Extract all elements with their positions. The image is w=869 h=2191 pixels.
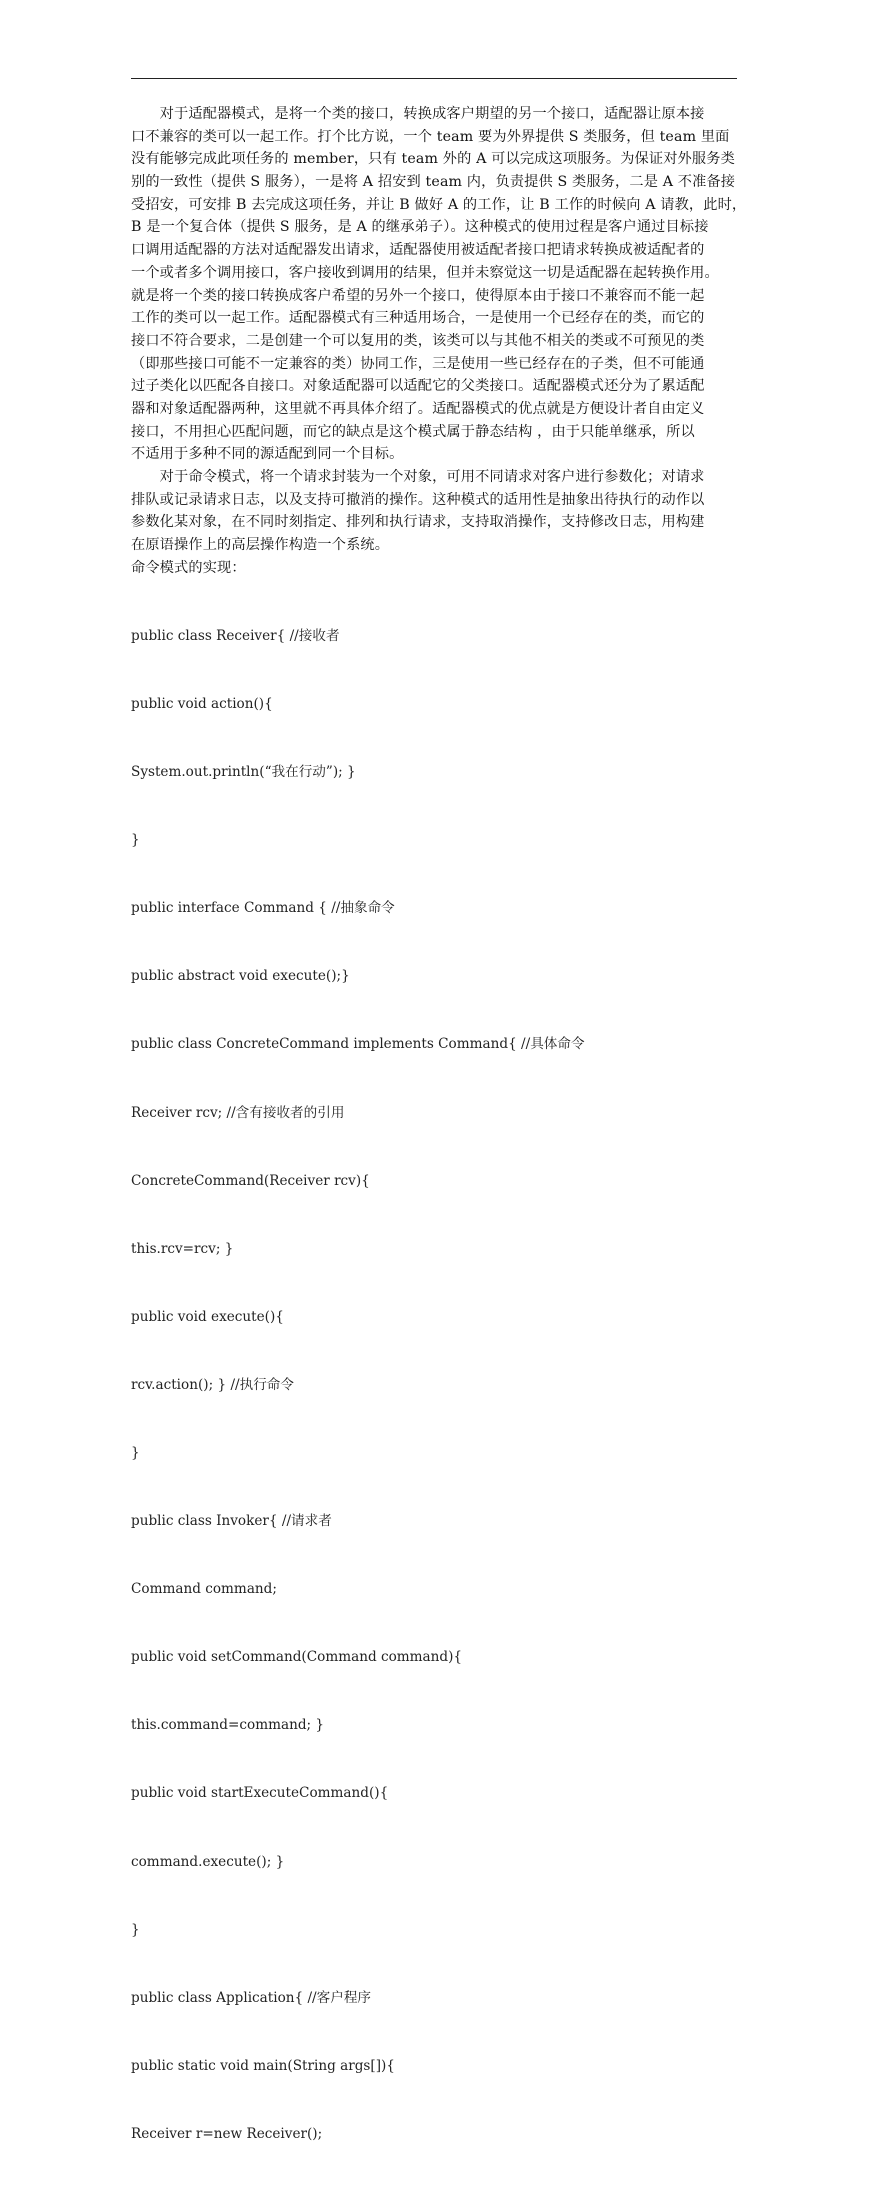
text-line: 排队或记录请求日志，以及支持可撤消的操作。这种模式的适用性是抽象出待执行的动作以 (131, 491, 705, 508)
text-line: 口不兼容的类可以一起工作。打个比方说，一个 team 要为外界提供 S 类服务，但 team 里面 (131, 128, 730, 145)
text-line: 一个或者多个调用接口，客户接收到调用的结果，但并未察觉这一切是适配器在起转换作用。 (131, 264, 719, 281)
code-line: this.rcv=rcv; } (131, 1240, 234, 1257)
code-line: public void execute(){ (131, 1308, 284, 1325)
code-line: Receiver r=new Receiver(); (131, 2125, 323, 2142)
code-line: public class ConcreteCommand implements Command{ //具体命令 (131, 1036, 585, 1053)
code-line: command.execute(); } (131, 1853, 285, 1870)
code-line: ConcreteCommand(Receiver rcv){ (131, 1172, 370, 1189)
command-pattern-paragraph (131, 466, 737, 557)
code-line: public void startExecuteCommand(){ (131, 1785, 389, 1802)
text-line: 接口不符合要求，二是创建一个可以复用的类，该类可以与其他不相关的类或不可预见的类 (131, 332, 705, 349)
code-line: public abstract void execute();} (131, 968, 350, 985)
code-line: System.out.println(“我在行动”); } (131, 764, 356, 781)
code-line: public void action(){ (131, 695, 273, 712)
text-line: 没有能够完成此项任务的 member，只有 team 外的 A 可以完成这项服务。为保证对外服务类 (131, 151, 735, 168)
code-line: Receiver rcv; //含有接收者的引用 (131, 1104, 345, 1121)
code-line: public void setCommand(Command command){ (131, 1649, 463, 1666)
code-line: public class Application{ //客户程序 (131, 1989, 372, 2006)
adapter-pattern-paragraph (131, 103, 747, 466)
code-line: public interface Command { //抽象命令 (131, 900, 395, 917)
text-line: 工作的类可以一起工作。适配器模式有三种适用场合，一是使用一个已经存在的类，而它的 (131, 310, 705, 327)
text-line: 在原语操作上的高层操作构造一个系统。 (131, 537, 390, 554)
code-line: } (131, 1921, 140, 1938)
code-line: rcv.action(); } //执行命令 (131, 1376, 294, 1393)
code-line: public class Invoker{ //请求者 (131, 1513, 332, 1530)
text-line: 口调用适配器的方法对适配器发出请求，适配器使用被适配者接口把请求转换成被适配者的 (131, 242, 705, 259)
text-line: 器和对象适配器两种，这里就不再具体介绍了。适配器模式的优点就是方便设计者自由定义 (131, 400, 705, 417)
text-line: 对于命令模式，将一个请求封装为一个对象，可用不同请求对客户进行参数化；对请求 (131, 469, 705, 485)
text-line: 不适用于多种不同的源适配到同一个目标。 (131, 446, 404, 463)
text-line: 受招安，可安排 B 去完成这项任务，并让 B 做好 A 的工作，让 B 工作的时候向 A 请教，此时， (131, 196, 747, 213)
code-listing (131, 579, 737, 2191)
text-line: 就是将一个类的接口转换成客户希望的另外一个接口，使得原本由于接口不兼容而不能一起 (131, 287, 705, 304)
text-line: 参数化某对象，在不同时刻指定、排列和执行请求，支持取消操作，支持修改日志，用构建 (131, 514, 705, 531)
code-line: Command command; (131, 1581, 277, 1598)
text-line: 过子类化以匹配各自接口。对象适配器可以适配它的父类接口。适配器模式还分为了累适配 (131, 378, 705, 395)
text-line: 对于适配器模式，是将一个类的接口，转换成客户期望的另一个接口，适配器让原本接 (131, 106, 705, 122)
code-line: public static void main(String args[]){ (131, 2057, 395, 2074)
text-line: （即那些接口可能不一定兼容的类）协同工作，三是使用一些已经存在的子类，但不可能通 (131, 355, 705, 372)
text-line: 接口，不用担心匹配问题，而它的缺点是这个模式属于静态结构 ，由于只能单继承，所以 (131, 423, 695, 440)
document-body (131, 103, 747, 2191)
section-heading (131, 557, 737, 580)
code-line: public class Receiver{ //接收者 (131, 627, 340, 644)
code-line: } (131, 832, 140, 849)
code-line: } (131, 1444, 140, 1461)
text-line: B 是一个复合体（提供 S 服务，是 A 的继承弟子）。这种模式的使用过程是客户通过目标接 (131, 219, 709, 236)
text-line: 别的一致性（提供 S 服务），一是将 A 招安到 team 内，负责提供 S 类服务，二是 A 不准备接 (131, 174, 736, 191)
heading-text: 命令模式的实现： (131, 559, 246, 576)
code-line: this.command=command; } (131, 1717, 325, 1734)
header-rule (131, 78, 737, 79)
